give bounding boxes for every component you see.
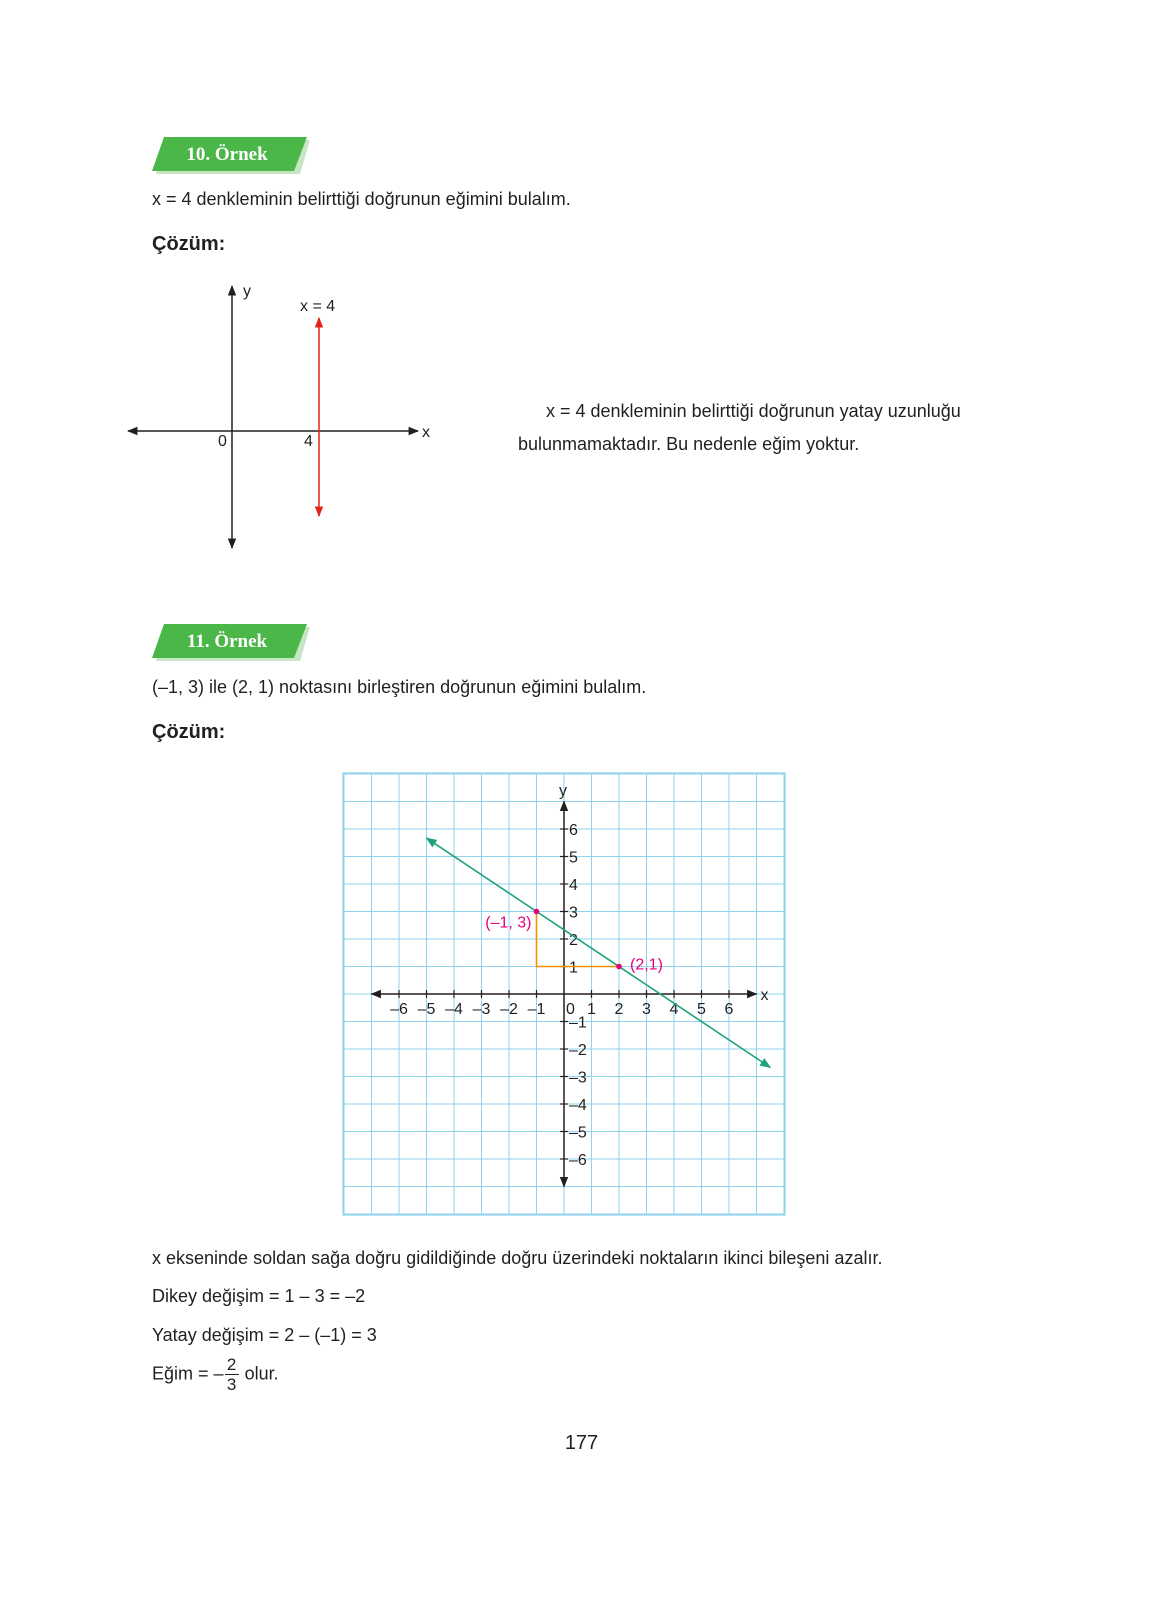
point-2-1	[616, 964, 622, 970]
y-tick-label: 3	[569, 904, 578, 922]
slope-prefix: Eğim = –	[152, 1363, 224, 1384]
example-11-badge	[152, 624, 308, 660]
slope-suffix: olur.	[244, 1363, 279, 1384]
example-10-solution-title: Çözüm:	[152, 233, 226, 255]
y-tick-label: –3	[569, 1069, 587, 1087]
example-10-question: x = 4 denkleminin belirttiği doğrunun eğimini bulalım.	[152, 189, 571, 209]
example-11-slope-line	[152, 1356, 279, 1393]
example-10-explanation-line-2: bulunmamaktadır. Bu nedenle eğim yoktur.	[518, 434, 860, 454]
y-tick-label: –1	[569, 1014, 587, 1032]
x-tick-label: 5	[697, 1001, 706, 1018]
x-axis-label: x	[760, 987, 769, 1004]
x-tick-label: 1	[587, 1001, 596, 1018]
page-number: 177	[564, 1432, 599, 1454]
y-tick-label: 1	[569, 959, 578, 977]
y-tick-label: –5	[569, 1124, 587, 1142]
y-tick-label: –2	[569, 1042, 587, 1059]
y-axis-label: y	[559, 782, 567, 800]
example-11-text-line-3: Yatay değişim = 2 – (–1) = 3	[152, 1325, 377, 1345]
y-tick-label: 4	[569, 877, 578, 894]
x-tick-label: –5	[417, 1001, 436, 1018]
fig10-origin-label: 0	[218, 433, 227, 450]
x-tick-label: –6	[390, 1001, 408, 1018]
x-tick-label: –2	[500, 1001, 518, 1018]
x-tick-label: –3	[472, 1001, 491, 1018]
line-through-points	[427, 838, 771, 1067]
y-tick-label: 5	[569, 849, 578, 867]
slope-fraction	[225, 1356, 239, 1393]
example-11-text-line-2: Dikey değişim = 1 – 3 = –2	[152, 1286, 366, 1306]
example-11-text-line-1: x ekseninde soldan sağa doğru gidildiğinde doğru üzerindeki noktaların ikinci bileşeni azalır.	[152, 1248, 883, 1268]
slope-chart	[340, 770, 788, 1218]
example-10-explanation-line-1: x = 4 denkleminin belirttiği doğrunun yatay uzunluğu	[546, 401, 961, 421]
example-11-solution-title: Çözüm:	[152, 721, 226, 743]
point-label-minus1-3: (–1, 3)	[485, 914, 532, 932]
y-tick-label: 2	[569, 932, 578, 949]
example-11-question: (–1, 3) ile (2, 1) noktasını birleştiren doğrunun eğimini bulalım.	[152, 677, 647, 697]
x-tick-label: 4	[669, 1001, 679, 1018]
example-10-badge-label: 10. Örnek	[186, 144, 268, 165]
x-tick-label: 2	[614, 1001, 624, 1018]
x-tick-label: 6	[724, 1001, 734, 1018]
slope-numerator: 2	[226, 1355, 237, 1374]
fig10-x-label: x	[422, 424, 430, 441]
fig10-line-label: x = 4	[300, 298, 336, 315]
origin-label: 0	[566, 1001, 575, 1018]
x-tick-label: 3	[642, 1001, 651, 1018]
y-tick-label: 6	[569, 822, 578, 839]
example-11-badge-label: 11. Örnek	[186, 631, 268, 652]
fig10-x-tick-label: 4	[304, 433, 313, 450]
x-tick-label: –4	[445, 1001, 463, 1018]
x-tick-label: –1	[527, 1001, 546, 1018]
y-tick-label: –6	[569, 1152, 587, 1169]
slope-denominator: 3	[226, 1375, 237, 1394]
y-tick-label: –4	[569, 1097, 587, 1114]
fig10-y-label: y	[243, 283, 251, 300]
point-minus1-3	[534, 909, 540, 915]
point-label-2-1: (2,1)	[630, 956, 663, 974]
